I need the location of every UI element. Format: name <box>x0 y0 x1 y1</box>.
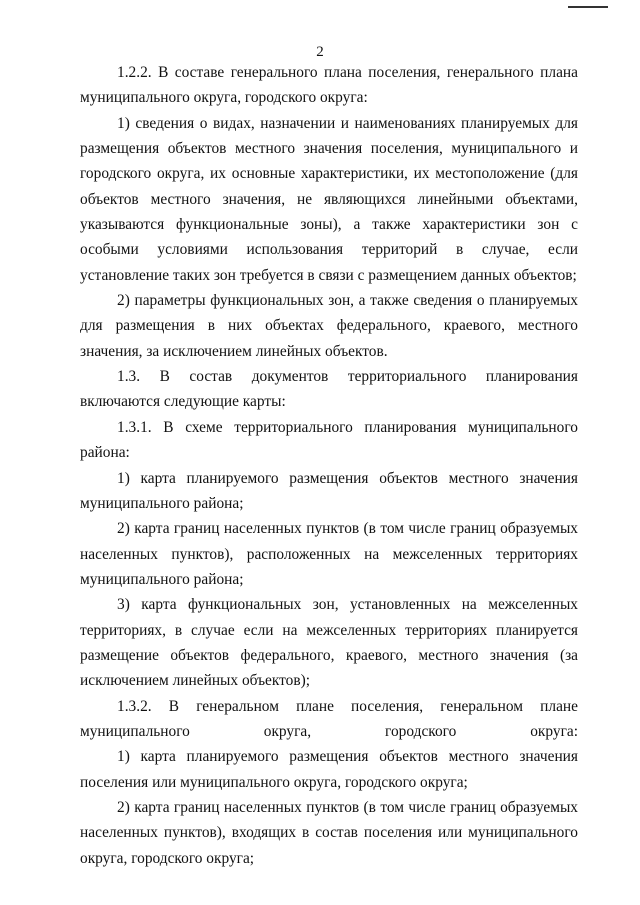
paragraph-1-3-2: 1.3.2. В генеральном плане поселения, генеральном плане муниципального округа, городского округа: <box>80 697 578 740</box>
paragraph-1-3-1: 1.3.1. В схеме территориального планирования муниципального района: <box>80 418 578 462</box>
paragraph-map-1-settlement: 1) карта планируемого размещения объектов местного значения поселения или муниципального округа, городского округа; <box>80 748 578 791</box>
paragraph-1-2-2: 1.2.2. В составе генерального плана поселения, генерального плана муниципального округа, городского округа: <box>80 64 578 107</box>
page-number: 2 <box>316 44 324 60</box>
corner-mark <box>568 6 608 8</box>
paragraph-item-2-parameters: 2) параметры функциональных зон, а также сведения о планируемых для размещения в них объектах федерального, краевого, местного значения, за исключением линейных объектов. <box>80 292 578 360</box>
document-body <box>80 60 578 871</box>
paragraph-map-3-district: 3) карта функциональных зон, установленных на межселенных территориях, в случае если на межселенных территориях планируется размещение объектов федерального, краевого, местного значения (за исключением линейных объектов); <box>80 596 578 690</box>
paragraph-map-2-district: 2) карта границ населенных пунктов (в том числе границ образуемых населенных пунктов), расположенных на межселенных территориях муниципального района; <box>80 520 578 588</box>
paragraph-1-3: 1.3. В состав документов территориального планирования включаются следующие карты: <box>80 368 578 411</box>
paragraph-map-1-district: 1) карта планируемого размещения объектов местного значения муниципального района; <box>80 469 578 512</box>
paragraph-item-1-information: 1) сведения о видах, назначении и наименованиях планируемых для размещения объектов местного значения поселения, муниципального и городского округа, их основные характеристики, их местоположение (для объектов местного значения, не являющихся линейными объектами, указываются функциональные зоны), а также характеристики зон с особыми условиями использования территорий в случае, если установление таких зон требуется в связи с размещением данных объектов; <box>80 114 578 284</box>
paragraph-map-2-settlement: 2) карта границ населенных пунктов (в том числе границ образуемых населенных пунктов), входящих в состав поселения или муниципального округа, городского округа; <box>80 798 578 867</box>
